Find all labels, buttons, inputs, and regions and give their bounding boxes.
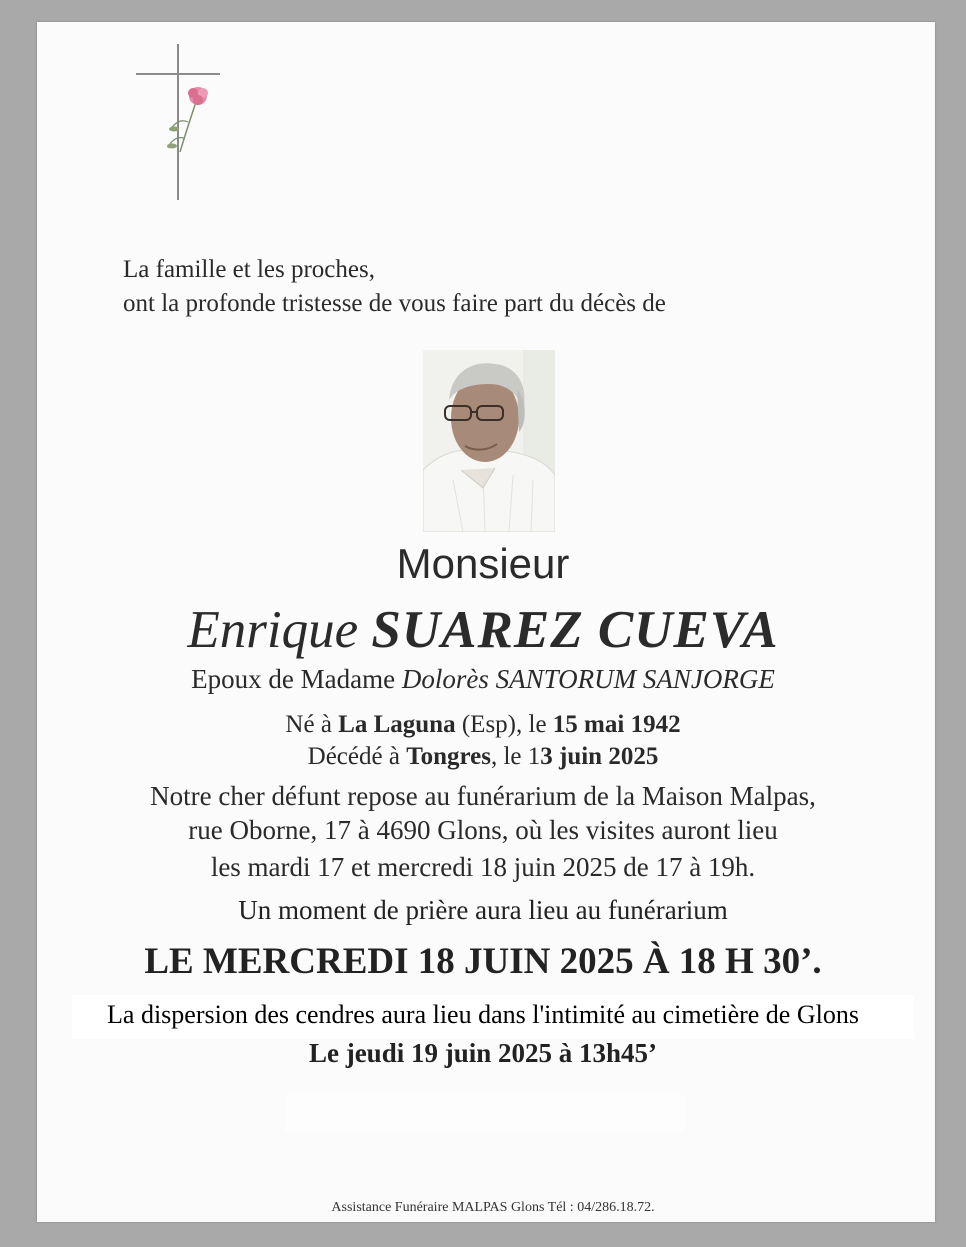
- intro-line-2: ont la profonde tristesse de vous faire part du décès de: [123, 290, 666, 317]
- dispersion-date: Le jeudi 19 juin 2025 à 13h45’: [308, 1038, 658, 1068]
- death-place: Tongres: [406, 743, 491, 770]
- deceased-name: [0, 600, 966, 660]
- cross-with-flower-icon: [130, 40, 230, 205]
- birth-prefix: Né à: [285, 711, 332, 738]
- deceased-last-name: SUAREZ CUEVA: [371, 601, 779, 659]
- prayer-date: LE MERCREDI 18 JUIN 2025 À 18 H 30’.: [144, 941, 822, 982]
- birth-middle: (Esp), le: [461, 711, 547, 738]
- prayer-text: Un moment de prière aura lieu au funérarium: [238, 895, 728, 925]
- dispersion-text: La dispersion des cendres aura lieu dans l'intimité au cimetière de Glons: [107, 1000, 859, 1029]
- blank-area: [285, 1095, 685, 1131]
- death-middle: , le 1: [490, 743, 541, 770]
- deceased-first-name: Enrique: [187, 601, 359, 659]
- birth-place: La Laguna: [338, 711, 456, 738]
- honorific-title: Monsieur: [396, 540, 570, 587]
- intro-line-1: La famille et les proches,: [123, 256, 375, 283]
- death-line: [0, 743, 966, 771]
- portrait-photo: [423, 350, 555, 532]
- footer-contact: Assistance Funéraire MALPAS Glons Tél : 04/286.18.72.: [331, 1200, 655, 1215]
- rest-line-2: rue Oborne, 17 à 4690 Glons, où les visites auront lieu: [188, 815, 778, 845]
- spouse-line: [0, 664, 966, 695]
- spouse-prefix: Epoux de Madame: [191, 664, 396, 694]
- spouse-name: Dolorès SANTORUM SANJORGE: [401, 664, 775, 694]
- birth-date: 15 mai 1942: [552, 711, 681, 738]
- death-prefix: Décédé à: [307, 743, 400, 770]
- rest-line-1: Notre cher défunt repose au funérarium de la Maison Malpas,: [150, 781, 816, 811]
- death-date: 3 juin 2025: [540, 743, 659, 770]
- rest-line-3: les mardi 17 et mercredi 18 juin 2025 de 17 à 19h.: [210, 852, 756, 882]
- birth-line: [0, 711, 966, 739]
- intro-text: [123, 253, 666, 321]
